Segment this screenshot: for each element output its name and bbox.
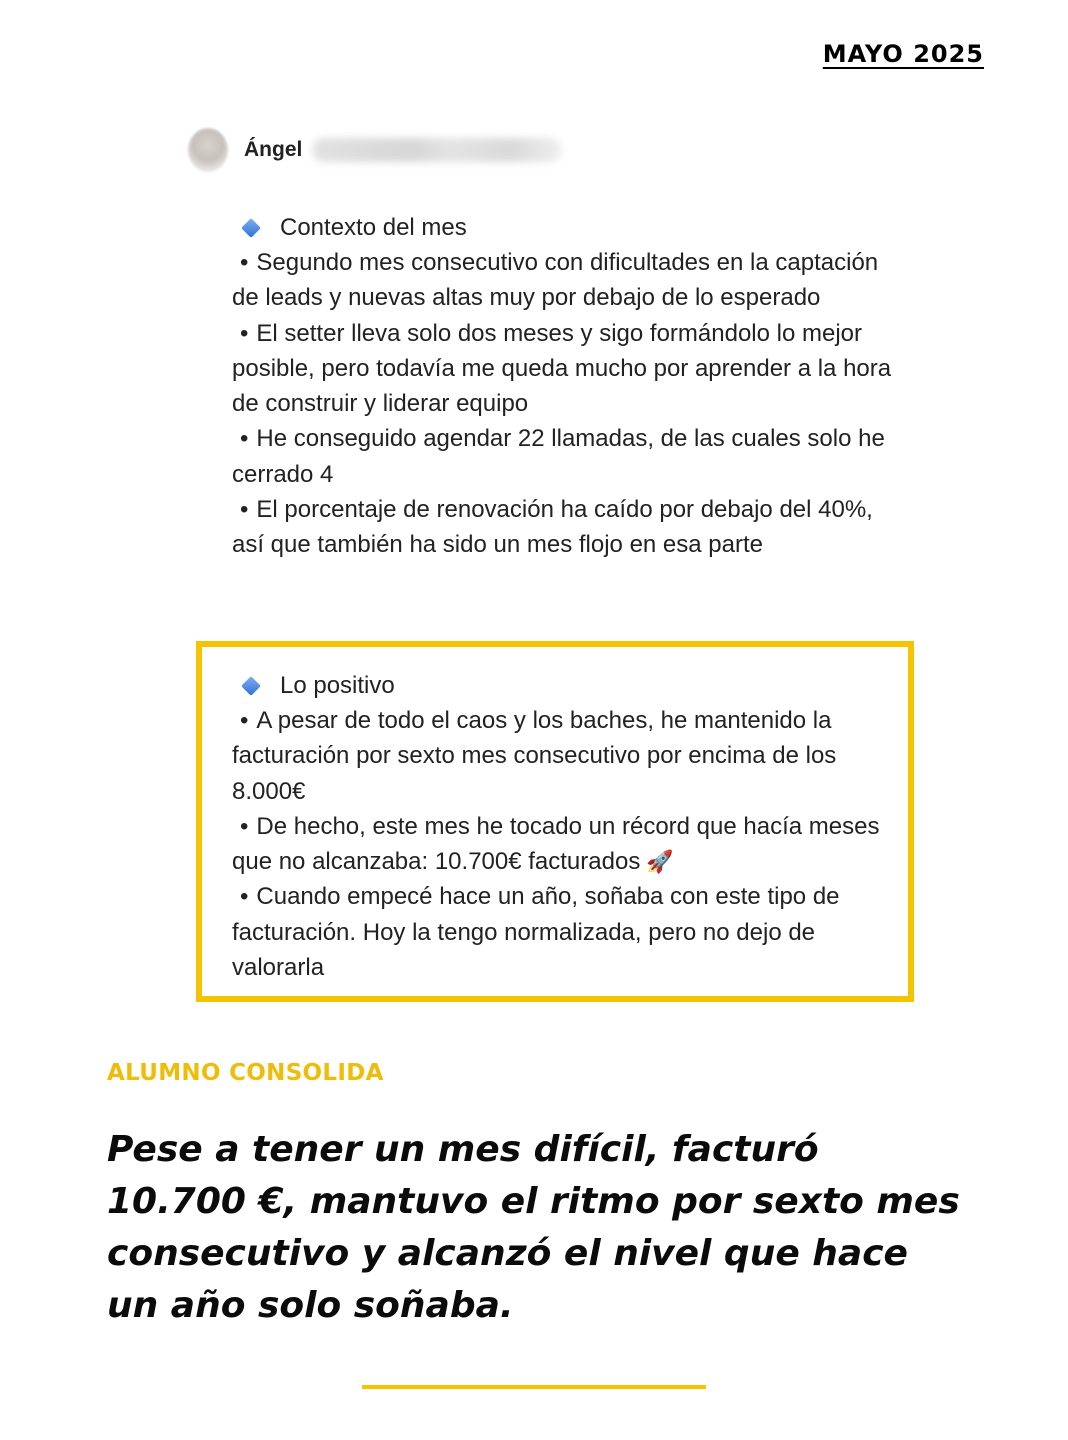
- avatar: [188, 128, 228, 172]
- positive-bullet: • A pesar de todo el caos y los baches, he mantenido la facturación por sexto mes consecutivo por encima de los 8.000€: [232, 707, 837, 805]
- bullet-text: A pesar de todo el caos y los baches, he mantenido la facturación por sexto mes consecutivo por encima de los 8.000€: [232, 707, 837, 805]
- bullet-text: Segundo mes consecutivo con dificultades en la captación de leads y nuevas altas muy por debajo de lo esperado: [232, 249, 879, 312]
- blurred-surname: [312, 138, 562, 162]
- bullet-text: De hecho, este mes he tocado un récord que hacía meses que no alcanzaba: 10.700€ facturados: [232, 812, 880, 876]
- context-title: Contexto del mes: [280, 214, 467, 241]
- bullet-text: El porcentaje de renovación ha caído por debajo del 40%, así que también ha sido un mes flojo en esa parte: [232, 496, 873, 559]
- positive-section: [232, 668, 902, 985]
- headline: Pese a tener un mes difícil, facturó 10.700 €, mantuvo el ritmo por sexto mes consecutivo y alcanzó el nivel que hace un año solo soñaba.: [107, 1129, 960, 1326]
- context-bullet: • He conseguido agendar 22 llamadas, de las cuales solo he cerrado 4: [232, 425, 885, 488]
- context-title-row: [232, 210, 902, 245]
- bullet-text: He conseguido agendar 22 llamadas, de las cuales solo he cerrado 4: [232, 425, 885, 488]
- bullet-text: El setter lleva solo dos meses y sigo formándolo lo mejor posible, pero todavía me queda mucho por aprender a la hora de construir y liderar equipo: [232, 319, 892, 418]
- context-bullet: • El porcentaje de renovación ha caído por debajo del 40%, así que también ha sido un mes flojo en esa parte: [232, 496, 873, 559]
- positive-title-row: [232, 668, 902, 703]
- author-name: Ángel: [244, 138, 303, 161]
- positive-title: Lo positivo: [280, 672, 395, 699]
- context-section: [232, 210, 902, 563]
- bullet-text: Cuando empecé hace un año, soñaba con este tipo de facturación. Hoy la tengo normalizada, pero no dejo de valorarla: [232, 883, 840, 982]
- blue-diamond-icon: [241, 218, 261, 238]
- positive-bullet: • Cuando empecé hace un año, soñaba con este tipo de facturación. Hoy la tengo normalizada, pero no dejo de valorarla: [232, 883, 840, 982]
- context-bullet: • El setter lleva solo dos meses y sigo formándolo lo mejor posible, pero todavía me queda mucho por aprender a la hora de construir y liderar equipo: [232, 319, 892, 418]
- positive-bullet: • De hecho, este mes he tocado un récord que hacía meses que no alcanzaba: 10.700€ facturados 🚀: [232, 812, 880, 876]
- blue-diamond-icon: [241, 676, 261, 696]
- author-header: [188, 128, 562, 172]
- context-bullet: • Segundo mes consecutivo con dificultades en la captación de leads y nuevas altas muy por debajo de lo esperado: [232, 249, 879, 312]
- rocket-icon: 🚀: [646, 849, 674, 875]
- category-tag: ALUMNO CONSOLIDA: [107, 1060, 384, 1086]
- date-label: MAYO 2025: [822, 40, 984, 68]
- divider: [362, 1385, 706, 1389]
